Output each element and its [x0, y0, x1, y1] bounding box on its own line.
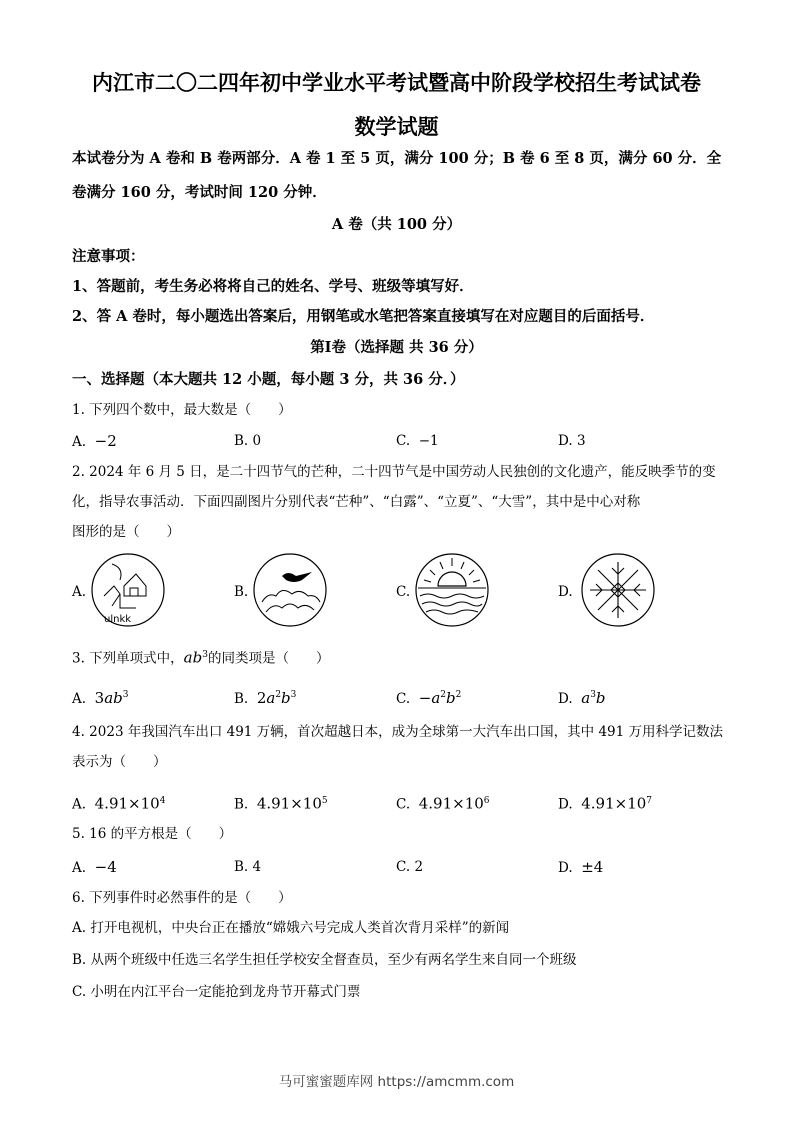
q4-option-c: C. $4.91\times 10^6$ [396, 794, 490, 813]
q2-line-3: 图形的是（ ） [72, 524, 180, 540]
q2-option-b-label: B. [234, 584, 249, 600]
q6-option-c: C. 小明在内江平台一定能抢到龙舟节开幕式门票 [72, 984, 361, 1000]
q4-line-1: 4. 2023 年我国汽车出口 491 万辆，首次超越日本，成为全球第一大汽车出口国，其中 491 万用科学记数法 [72, 724, 724, 740]
q4-option-a: A. $4.91\times 10^4$ [72, 794, 166, 813]
q6-option-a: A. 打开电视机，中央台正在播放“嫦娥六号完成人类首次背月采样”的新闻 [72, 920, 510, 936]
q1-option-d: D. 3 [558, 433, 586, 449]
snowflake-figure [580, 552, 656, 628]
q1-stem: 1. 下列四个数中，最大数是（ ） [72, 402, 292, 418]
q1-option-a: A. −2 [72, 432, 117, 450]
section-a-heading: A 卷（共 100 分） [331, 216, 462, 233]
q5-stem: 5. 16 的平方根是（ ） [72, 826, 233, 842]
q6-option-b: B. 从两个班级中任选三名学生担任学校安全督查员，至少有两名学生来自同一个班级 [72, 952, 577, 968]
q5-option-b: B. 4 [234, 859, 262, 875]
choice-section-heading: 一、选择题（本大题共 12 小题，每小题 3 分，共 36 分．） [72, 371, 465, 388]
q2-option-c-label: C. [396, 584, 411, 600]
q3-option-b: B. $2a^2b^3$ [234, 689, 297, 707]
notes-item-2: 2、答 A 卷时，每小题选出答案后，用钢笔或水笔把答案直接填写在对应题目的后面括号． [72, 308, 655, 325]
exam-title: 内江市二〇二四年初中学业水平考试暨高中阶段学校招生考试试卷 [92, 70, 701, 95]
q1-option-b: B. 0 [234, 433, 262, 449]
q3-option-d: D. $a^3b$ [558, 689, 606, 707]
bailu-figure [252, 552, 328, 628]
q2-option-d-label: D. [558, 584, 573, 600]
q3-option-c: C. $-a^2b^2$ [396, 689, 462, 707]
notes-item-1: 1、答题前，考生务必将将自己的姓名、学号、班级等填写好． [72, 278, 474, 295]
q2-line-2: 化，指导农事活动．下面四副图片分别代表“芒种”、“白露”、“立夏”、“大雪”，其中是中心对称 [72, 494, 641, 510]
notes-heading: 注意事项： [72, 248, 145, 265]
q5-option-d: D. ±4 [558, 858, 604, 876]
page-footer-watermark: 马可蜜蜜题库网 https://amcmm.com [278, 1074, 515, 1090]
q3-option-a: A. $3ab^3$ [72, 689, 129, 707]
q4-line-2: 表示为（ ） [72, 754, 167, 770]
q5-option-c: C. 2 [396, 859, 424, 875]
q2-line-1: 2. 2024 年 6 月 5 日，是二十四节气的芒种，二十四节气是中国劳动人民独创的文化遗产，能反映季节的变 [72, 464, 716, 480]
figure-scribble-text: ulnkk [104, 614, 132, 625]
q5-option-a: A. −4 [72, 858, 117, 876]
exam-subtitle: 数学试题 [354, 114, 439, 139]
intro-line-2: 卷满分 160 分，考试时间 120 分钟． [72, 184, 327, 201]
q3-stem: 3. 下列单项式中，$ab^3$的同类项是（ ） [72, 648, 330, 667]
q4-option-d: D. $4.91\times 10^7$ [558, 794, 653, 813]
intro-line-1: 本试卷分为 A 卷和 B 卷两部分．A 卷 1 至 5 页，满分 100 分；B 卷 6 至 8 页，满分 60 分．全 [72, 150, 722, 167]
q6-stem: 6. 下列事件时必然事件的是（ ） [72, 890, 292, 906]
mangzhong-figure [90, 552, 166, 628]
q2-option-a-label: A. [72, 584, 87, 600]
part1-heading: 第Ⅰ卷（选择题 共 36 分） [310, 339, 483, 356]
q4-option-b: B. $4.91\times 10^5$ [234, 794, 328, 813]
lixia-figure [414, 552, 490, 628]
q1-option-c: C. −1 [396, 433, 439, 449]
